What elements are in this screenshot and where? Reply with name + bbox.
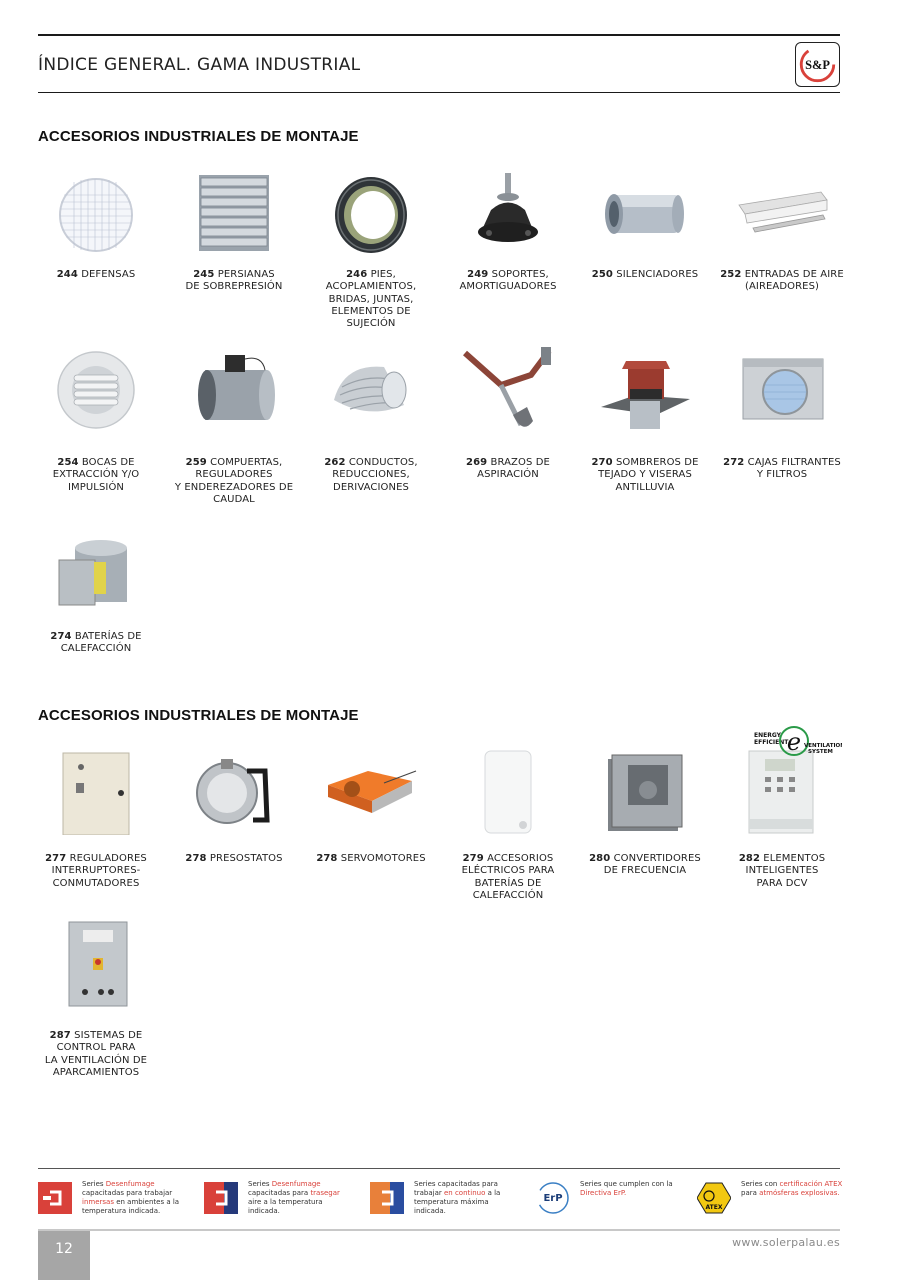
legend-rule [38,1168,840,1169]
header-rule [38,92,840,93]
legend-highlight: Desenfumage [105,1180,155,1188]
product-caption: 278 SERVOMOTORES [316,853,426,864]
damper-icon [187,345,281,435]
svg-text:e: e [786,728,802,756]
product-caption: 287 SISTEMAS DE CONTROL PARA LA VENTILACIÓN DE APARCAMIENTOS [44,1030,148,1078]
legend-highlight: inmersas [82,1198,114,1206]
product-caption: 272 CAJAS FILTRANTES Y FILTROS [723,457,841,481]
legend-text-part: Series con [741,1180,780,1188]
product-caption: 270 SOMBREROS DE TEJADO Y VISERAS ANTILLUVIA [591,457,699,493]
legend-text [248,1180,353,1216]
product-caption: 244 DEFENSAS [56,269,136,280]
legend-text-part: en ambientes a la temperatura indicada. [82,1198,180,1215]
product-caption: 280 CONVERTIDORES DE FRECUENCIA [589,853,701,877]
control-box-icon [49,745,143,835]
legend-highlight: trasegar [310,1189,340,1197]
sp-logo-icon[interactable] [795,42,840,87]
legend-text-part: aire a la temperatura indicada. [248,1198,323,1215]
product-caption: 277 REGULADORES INTERRUPTORES- CONMUTADORES [45,853,147,889]
product-caption: 282 ELEMENTOS INTELIGENTES PARA DCV [738,853,826,889]
legend-text-part: capacitadas para [248,1189,311,1197]
legend-text-part: a la temperatura máxima indicada. [414,1189,501,1215]
legend-highlight: Directiva ErP. [580,1189,627,1197]
heating-battery-icon [49,530,143,620]
section-heading-1: ACCESORIOS INDUSTRIALES DE MONTAJE [38,128,359,145]
smoke-immersed-icon [38,1182,72,1214]
product-caption: 278 PRESOSTATOS [185,853,283,864]
frequency-converter-icon [598,745,692,835]
atex-icon [697,1182,731,1214]
parking-control-icon [49,918,143,1008]
legend-highlight: certificación ATEX [779,1180,843,1188]
legend-text [741,1180,846,1198]
extraction-arm-icon [461,345,555,435]
svg-text:ErP: ErP [543,1193,563,1204]
legend-text [82,1180,187,1216]
erp-icon [536,1182,570,1214]
legend-text-part: Series [248,1180,272,1188]
product-caption: 274 BATERÍAS DE CALEFACCIÓN [50,631,142,655]
page-number-box [38,1231,90,1280]
product-caption: 252 ENTRADAS DE AIRE (AIREADORES) [720,269,844,293]
continuous-temp-icon [370,1182,404,1214]
legend-text-part: para [741,1189,760,1197]
legend-text [580,1180,685,1198]
energy-efficient-badge [752,725,842,759]
svg-text:VENTILATION: VENTILATION [804,743,842,749]
logo-text: S&P [805,57,830,72]
product-caption: 254 BOCAS DE EXTRACCIÓN Y/O IMPULSIÓN [52,457,140,493]
svg-text:EFFICIENT: EFFICIENT [754,739,789,746]
air-vent-icon [49,345,143,435]
filter-box-icon [735,345,829,435]
product-caption: 269 BRAZOS DE ASPIRACIÓN [466,457,550,481]
silencer-icon [598,170,692,260]
air-inlet-icon [735,170,829,260]
servomotor-icon [324,745,418,835]
legend-text-part: capacitadas para trabajar [82,1189,173,1197]
thermostat-icon [461,745,555,835]
product-caption: 250 SILENCIADORES [591,269,699,280]
vibration-mount-icon [461,170,555,260]
product-caption: 262 CONDUCTOS, REDUCCIONES, DERIVACIONES [324,457,418,493]
legend-text [414,1180,519,1216]
legend-highlight: en continuo [443,1189,486,1197]
roof-cowl-icon [598,345,692,435]
legend-text-part: Series que cumplen con la [580,1180,673,1188]
svg-text:ENERGY: ENERGY [754,732,781,739]
page-number: 12 [55,1241,73,1257]
legend-highlight: Desenfumage [271,1180,321,1188]
page-title: ÍNDICE GENERAL. GAMA INDUSTRIAL [38,55,361,75]
product-caption: 249 SOPORTES, AMORTIGUADORES [459,269,557,293]
legend-highlight: atmósferas explosivas. [759,1189,840,1197]
pressure-switch-icon [187,745,281,835]
product-caption: 245 PERSIANAS DE SOBREPRESIÓN [185,269,283,293]
product-caption: 259 COMPUERTAS, REGULADORES Y ENDEREZADORES DE CAUDAL [174,457,294,505]
svg-text:SYSTEM: SYSTEM [808,749,833,755]
smoke-transfer-icon [204,1182,238,1214]
flexible-duct-icon [324,345,418,435]
grille-icon [49,170,143,260]
website-link[interactable]: www.solerpalau.es [732,1236,840,1249]
louver-shutter-icon [187,170,281,260]
legend-text-part: Series [82,1180,106,1188]
section-heading-2: ACCESORIOS INDUSTRIALES DE MONTAJE [38,707,359,724]
product-caption: 246 PIES, ACOPLAMIENTOS, BRIDAS, JUNTAS, ELEMENTOS DE SUJECIÓN [325,269,417,330]
product-caption: 279 ACCESORIOS ELÉCTRICOS PARA BATERÍAS DE CALEFACCIÓN [461,853,555,901]
flange-ring-icon [324,170,418,260]
svg-text:ATEX: ATEX [705,1204,723,1211]
top-rule [38,34,840,36]
bottom-rule [38,1229,840,1231]
legend-text-part: Series capacitadas para trabajar [414,1180,498,1197]
